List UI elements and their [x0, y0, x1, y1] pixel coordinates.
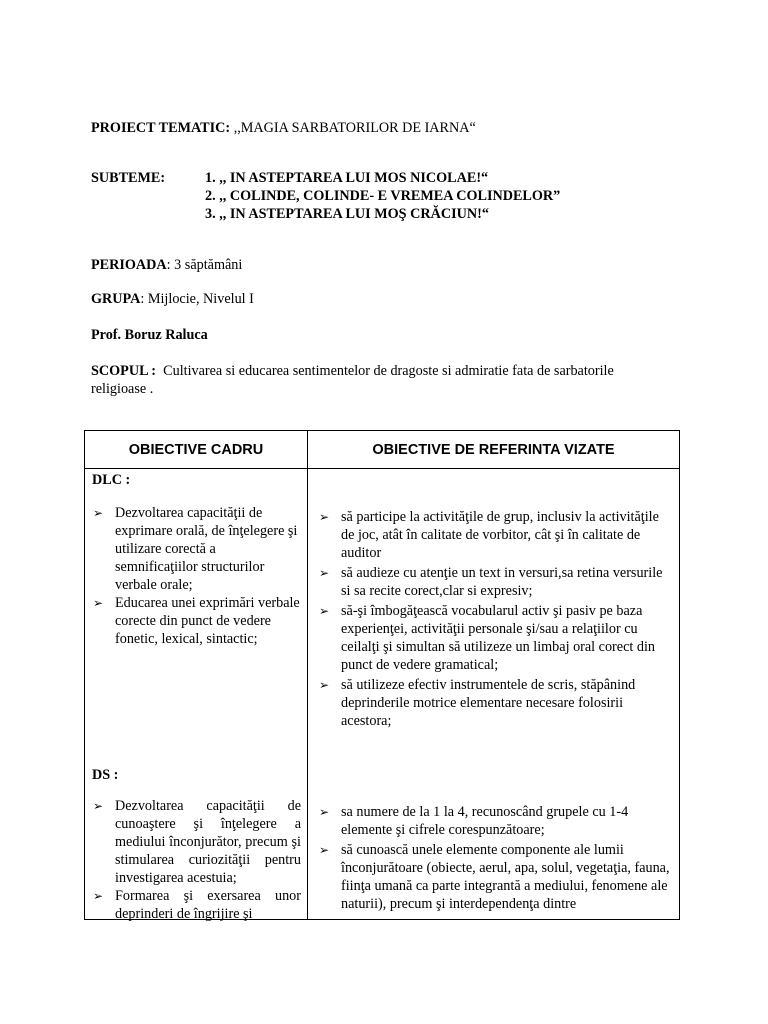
list-item-text: să audieze cu atenţie un text in versuri,sa retina versurile si sa recite corect,clar si expresiv; — [341, 565, 663, 599]
grupa-line — [91, 290, 254, 308]
perioada-value: : 3 săptămâni — [166, 257, 243, 273]
bullet-arrow-icon: ➢ — [93, 799, 104, 813]
ds-cadru-list — [91, 797, 301, 923]
dlc-referinta-list — [317, 508, 673, 732]
perioada-line — [91, 256, 242, 274]
prof-name: Prof. Boruz Raluca — [91, 327, 208, 343]
grupa-value: : Mijlocie, Nivelul I — [140, 291, 254, 307]
bullet-arrow-icon: ➢ — [93, 596, 104, 610]
bullet-arrow-icon: ➢ — [319, 604, 330, 618]
bullet-arrow-icon: ➢ — [319, 566, 330, 580]
list-item — [317, 841, 673, 913]
subtema-1: 1. ,, IN ASTEPTAREA LUI MOS NICOLAE!“ — [205, 170, 489, 186]
list-item-text: sa numere de la 1 la 4, recunoscând grupele cu 1-4 elemente şi cifrele corespunzătoare; — [341, 804, 629, 838]
scopul-line — [91, 362, 614, 380]
list-item-text: Dezvoltarea capacităţii de exprimare orală, de înţelegere şi utilizare corectă a semnificaţiilor structurilor verbale orale; — [115, 505, 298, 593]
header-divider — [85, 468, 679, 469]
bullet-arrow-icon: ➢ — [93, 889, 104, 903]
subtema-2: 2. ,, COLINDE, COLINDE- E VREMEA COLINDELOR” — [205, 188, 561, 204]
list-item-text: să utilizeze efectiv instrumentele de scris, stăpânind deprinderile motrice elementare necesare folosirii acestora; — [341, 677, 636, 729]
project-title-line — [91, 119, 476, 137]
list-item-text: Dezvoltarea capacităţii de cunoaştere şi înţelegere a mediului înconjurător, precum şi stimularea curiozităţii pentru investigarea acestuia; — [115, 798, 301, 886]
list-item-text: să cunoască unele elemente componente ale lumii înconjurătoare (obiecte, aerul, apa, solul, vegetaţia, fauna, fiinţa umană ca parte integrantă a mediului, fenomene ale naturii), precum şi interdependenţa dintre — [341, 842, 670, 912]
subtema-3: 3. ,, IN ASTEPTAREA LUI MOŞ CRĂCIUN!“ — [205, 206, 489, 222]
scopul-text-continued: religioase . — [91, 381, 154, 397]
bullet-arrow-icon: ➢ — [319, 843, 330, 857]
list-item-text: să participe la activităţile de grup, inclusiv la activităţile de joc, atât în calitate de vorbitor, cât şi în calitate de auditor — [341, 509, 659, 561]
list-item — [91, 594, 301, 648]
col-header-obiective-referinta: OBIECTIVE DE REFERINTA VIZATE — [372, 441, 615, 458]
section-label-dlc: DLC : — [92, 472, 131, 488]
scopul-text: Cultivarea si educarea sentimentelor de dragoste si admiratie fata de sarbatorile — [156, 363, 614, 379]
list-item — [317, 564, 673, 600]
grupa-label: GRUPA — [91, 291, 141, 307]
perioada-label: PERIOADA — [91, 257, 167, 273]
bullet-arrow-icon: ➢ — [319, 805, 330, 819]
project-label: PROIECT TEMATIC: — [91, 120, 231, 136]
list-item-text: Educarea unei exprimări verbale corecte din punct de vedere fonetic, lexical, sintactic; — [115, 595, 300, 647]
bullet-arrow-icon: ➢ — [319, 510, 330, 524]
subteme-label-text: SUBTEME — [91, 170, 161, 186]
list-item — [91, 504, 301, 594]
list-item-text: Formarea şi exersarea unor deprinderi de îngrijire şi — [115, 888, 301, 922]
bullet-arrow-icon: ➢ — [93, 506, 104, 520]
subteme-label — [91, 169, 165, 187]
list-item — [317, 602, 673, 674]
ds-referinta-list — [317, 803, 673, 915]
list-item — [317, 676, 673, 730]
objectives-table — [84, 430, 680, 920]
list-item — [91, 887, 301, 923]
project-title: ,,MAGIA SARBATORILOR DE IARNA“ — [230, 120, 476, 136]
list-item-text: să-şi îmbogăţească vocabularul activ şi pasiv pe baza experienţei, activităţii personale şi/sau a relaţiilor cu ceilalţi şi simultan să utilizeze un limbaj oral corect din punct de vedere gramatical; — [341, 603, 655, 673]
dlc-cadru-list — [91, 504, 301, 648]
col-header-obiective-cadru: OBIECTIVE CADRU — [128, 441, 264, 458]
section-label-ds: DS : — [92, 767, 119, 783]
list-item — [91, 797, 301, 887]
list-item — [317, 508, 673, 562]
list-item — [317, 803, 673, 839]
subteme-colon: : — [160, 170, 166, 186]
scopul-label: SCOPUL : — [91, 363, 157, 379]
column-divider — [307, 431, 308, 919]
bullet-arrow-icon: ➢ — [319, 678, 330, 692]
